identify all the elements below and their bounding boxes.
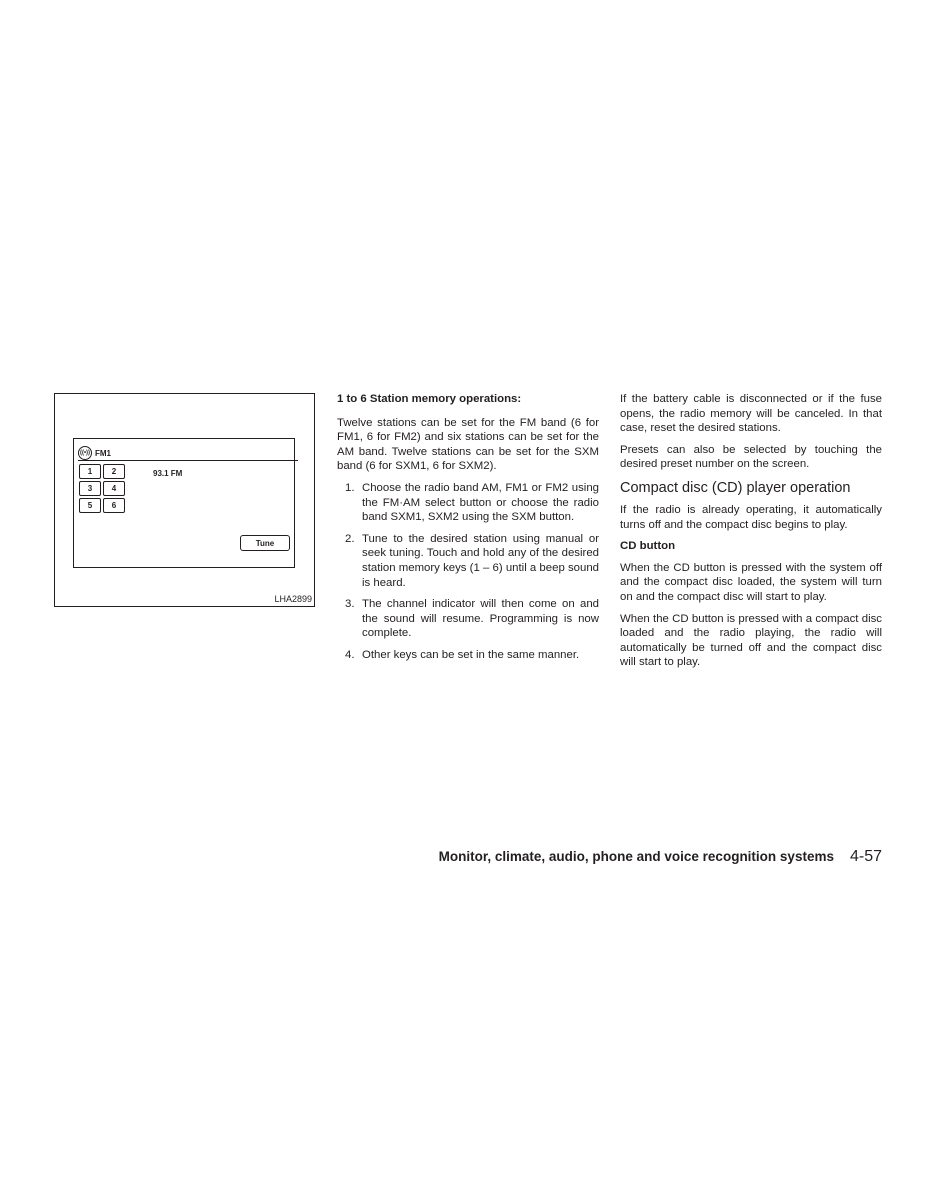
step-number: 3. xyxy=(345,598,355,611)
middle-column xyxy=(337,392,599,670)
screen-header xyxy=(78,445,111,461)
cd-intro-paragraph: If the radio is already operating, it automatically turns off and the compact disc begins to play. xyxy=(620,503,882,531)
screen-divider xyxy=(78,460,298,461)
step-number: 2. xyxy=(345,532,355,545)
step-item xyxy=(337,597,599,641)
step-text: Other keys can be set in the same manner. xyxy=(362,648,580,661)
footer-section-title: Monitor, climate, audio, phone and voice recognition systems xyxy=(438,849,834,864)
radio-screen-figure xyxy=(54,393,315,607)
page-number: 4-57 xyxy=(849,848,882,865)
cd-button-paragraph-2: When the CD button is pressed with a compact disc loaded and the radio playing, the radio will automatically be turned off and the compact disc will start to play. xyxy=(620,612,882,669)
preset-key-5[interactable]: 5 xyxy=(79,498,101,513)
preset-key-2[interactable]: 2 xyxy=(103,464,125,479)
preset-key-grid xyxy=(79,464,125,513)
radio-signal-icon: ((•)) xyxy=(78,446,92,460)
battery-paragraph: If the battery cable is disconnected or if the fuse opens, the radio memory will be canceled. In that case, reset the desired stations. xyxy=(620,393,882,435)
page-footer xyxy=(439,848,882,866)
step-item xyxy=(337,648,599,663)
preset-key-6[interactable]: 6 xyxy=(103,498,125,513)
preset-key-3[interactable]: 3 xyxy=(79,481,101,496)
station-frequency: 93.1 FM xyxy=(153,469,183,478)
right-column xyxy=(620,392,882,677)
tune-button[interactable]: Tune xyxy=(240,535,290,551)
preset-key-4[interactable]: 4 xyxy=(103,481,125,496)
cd-button-paragraph-1: When the CD button is pressed with the system off and the compact disc loaded, the system will turn on and the compact disc will start to play. xyxy=(620,561,882,603)
radio-display-screen xyxy=(73,438,295,568)
station-memory-steps xyxy=(337,481,599,663)
step-text: The channel indicator will then come on and the sound will resume. Programming is now complete. xyxy=(362,598,599,640)
step-item xyxy=(337,481,599,525)
cd-section-title: Compact disc (CD) player operation xyxy=(620,479,851,496)
figure-id: LHA2899 xyxy=(274,594,312,604)
preset-key-1[interactable]: 1 xyxy=(79,464,101,479)
step-number: 1. xyxy=(345,481,355,494)
cd-button-heading: CD button xyxy=(620,540,676,553)
step-text: Choose the radio band AM, FM1 or FM2 using the FM·AM select button or choose the radio band SXM1, SXM2 using the SXM button. xyxy=(362,481,599,524)
step-item xyxy=(337,532,599,590)
station-memory-heading: 1 to 6 Station memory operations: xyxy=(337,393,522,405)
step-text: Tune to the desired station using manual or seek tuning. Touch and hold any of the desired station memory keys (1 – 6) until a beep sound is heard. xyxy=(362,532,599,589)
step-number: 4. xyxy=(345,648,355,661)
presets-paragraph: Presets can also be selected by touching the desired preset number on the screen. xyxy=(620,443,882,471)
band-label: FM1 xyxy=(95,448,111,458)
station-memory-intro: Twelve stations can be set for the FM band (6 for FM1, 6 for FM2) and six stations can be set for the AM band. Twelve stations can be set for the SXM band (6 for SXM1, 6 for SXM2). xyxy=(337,416,599,473)
